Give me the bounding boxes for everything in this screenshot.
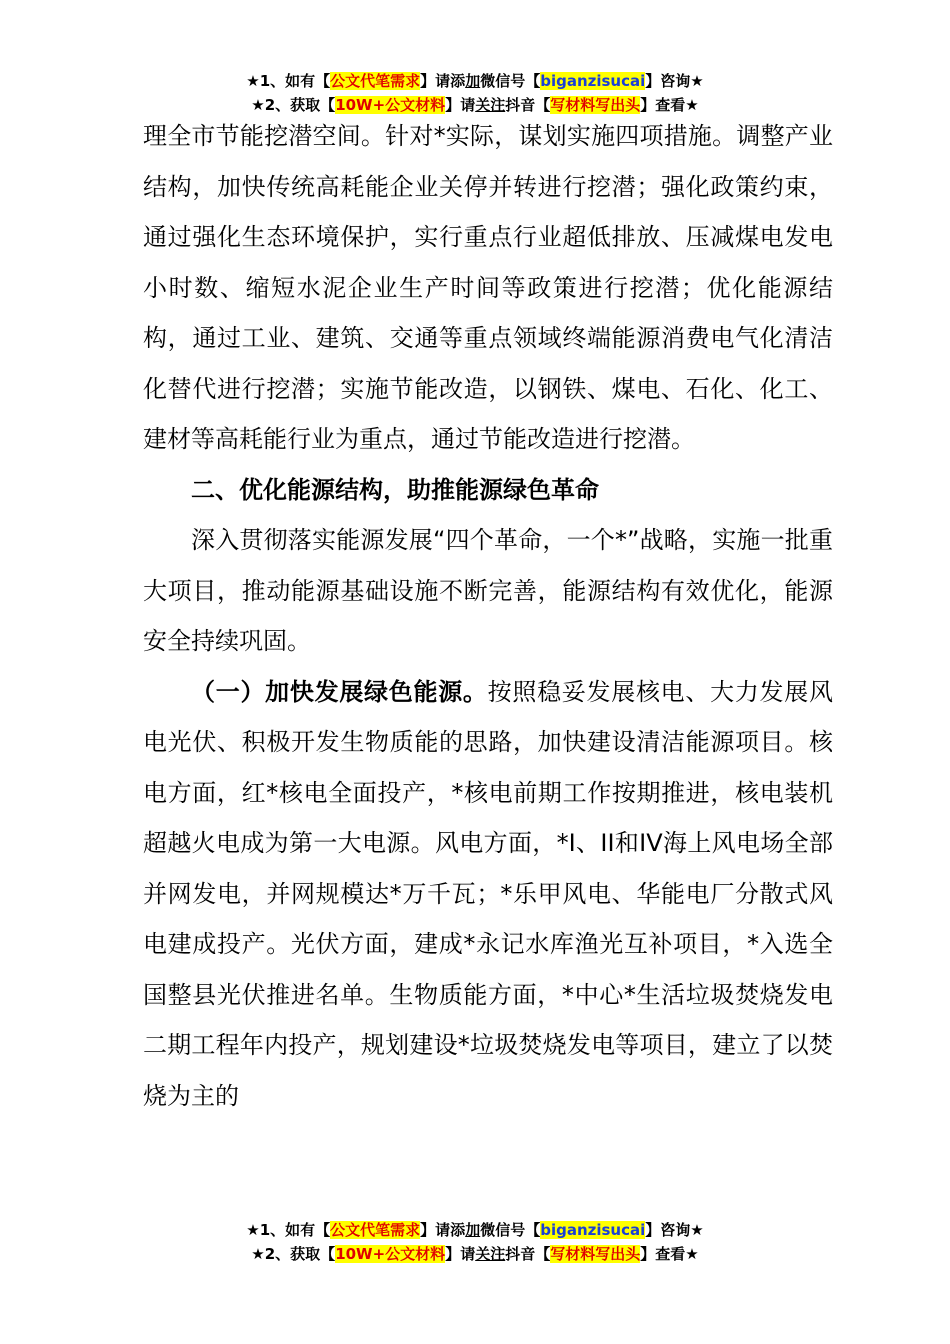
notice-text: 抖音【 bbox=[505, 96, 551, 114]
top-notice-line-1 bbox=[0, 70, 950, 92]
paragraph-3-text: 按照稳妥发展核电、大力发展风电光伏、积极开发生物质能的思路，加快建设清洁能源项目。核电方面，红*核电全面投产，*核电前期工作按期推进，核电装机超越火电成为第一大电源。风电方面，*I、II和IV海上风电场全部并网发电，并网规模达*万千瓦；*乐甲风电、华能电厂分散式风电建成投产。光伏方面，建成*永记水库渔光互补项目，*入选全国整县光伏推进名单。生物质能方面，*中心*生活垃圾焚烧发电二期工程年内投产，规划建设*垃圾焚烧发电等项目，建立了以焚烧为主的 bbox=[143, 677, 833, 1110]
notice-wechat-id: biganzisucai bbox=[540, 1221, 646, 1239]
notice-text: 】请 bbox=[445, 1245, 476, 1263]
notice-highlight-materials: 10W+公文材料 bbox=[335, 96, 446, 114]
bottom-notice-line-2 bbox=[0, 1243, 950, 1265]
notice-highlight-service: 公文代笔需求 bbox=[330, 1221, 421, 1239]
notice-text-underlined: 关注 bbox=[475, 1245, 506, 1263]
notice-highlight-materials: 10W+公文材料 bbox=[335, 1245, 446, 1263]
notice-wechat-id: biganzisucai bbox=[540, 72, 646, 90]
section-heading-2: 二、优化能源结构，助推能源绿色革命 bbox=[191, 475, 599, 504]
notice-highlight-account: 写材料写出头 bbox=[550, 96, 641, 114]
notice-prefix: ★1、如有【 bbox=[246, 72, 331, 90]
notice-text: 抖音【 bbox=[505, 1245, 551, 1263]
notice-text: 】请添 bbox=[420, 1221, 466, 1239]
document-body bbox=[143, 111, 833, 1121]
notice-text: 】请 bbox=[445, 96, 476, 114]
notice-prefix: ★1、如有【 bbox=[246, 1221, 331, 1239]
notice-suffix: 】查看★ bbox=[640, 1245, 699, 1263]
notice-text-underlined: 加 bbox=[465, 1221, 481, 1239]
notice-text-underlined: 关注 bbox=[475, 96, 506, 114]
paragraph-1: 理全市节能挖潜空间。针对*实际，谋划实施四项措施。调整产业结构，加快传统高耗能企业关停并转进行挖潜；强化政策约束，通过强化生态环境保护，实行重点行业超低排放、压减煤电发电小时数、缩短水泥企业生产时间等政策进行挖潜；优化能源结构，通过工业、建筑、交通等重点领域终端能源消费电气化清洁化替代进行挖潜；实施节能改造，以钢铁、煤电、石化、化工、建材等高耗能行业为重点，通过节能改造进行挖潜。 bbox=[143, 122, 833, 453]
notice-highlight-service: 公文代笔需求 bbox=[330, 72, 421, 90]
paragraph-2: 深入贯彻落实能源发展“四个革命，一个*”战略，实施一批重大项目，推动能源基础设施不断完善，能源结构有效优化，能源安全持续巩固。 bbox=[143, 526, 833, 655]
notice-suffix: 】咨询★ bbox=[645, 72, 704, 90]
notice-text: 】请添 bbox=[420, 72, 466, 90]
notice-suffix: 】咨询★ bbox=[645, 1221, 704, 1239]
notice-prefix: ★2、获取【 bbox=[251, 96, 336, 114]
bottom-notice-line-1 bbox=[0, 1219, 950, 1241]
notice-prefix: ★2、获取【 bbox=[251, 1245, 336, 1263]
notice-text: 微信号【 bbox=[480, 72, 541, 90]
paragraph-3-lead: （一）加快发展绿色能源。 bbox=[191, 677, 488, 706]
notice-text-underlined: 加 bbox=[465, 72, 481, 90]
notice-highlight-account: 写材料写出头 bbox=[550, 1245, 641, 1263]
notice-text: 微信号【 bbox=[480, 1221, 541, 1239]
notice-suffix: 】查看★ bbox=[640, 96, 699, 114]
paragraph-3 bbox=[143, 667, 833, 1122]
